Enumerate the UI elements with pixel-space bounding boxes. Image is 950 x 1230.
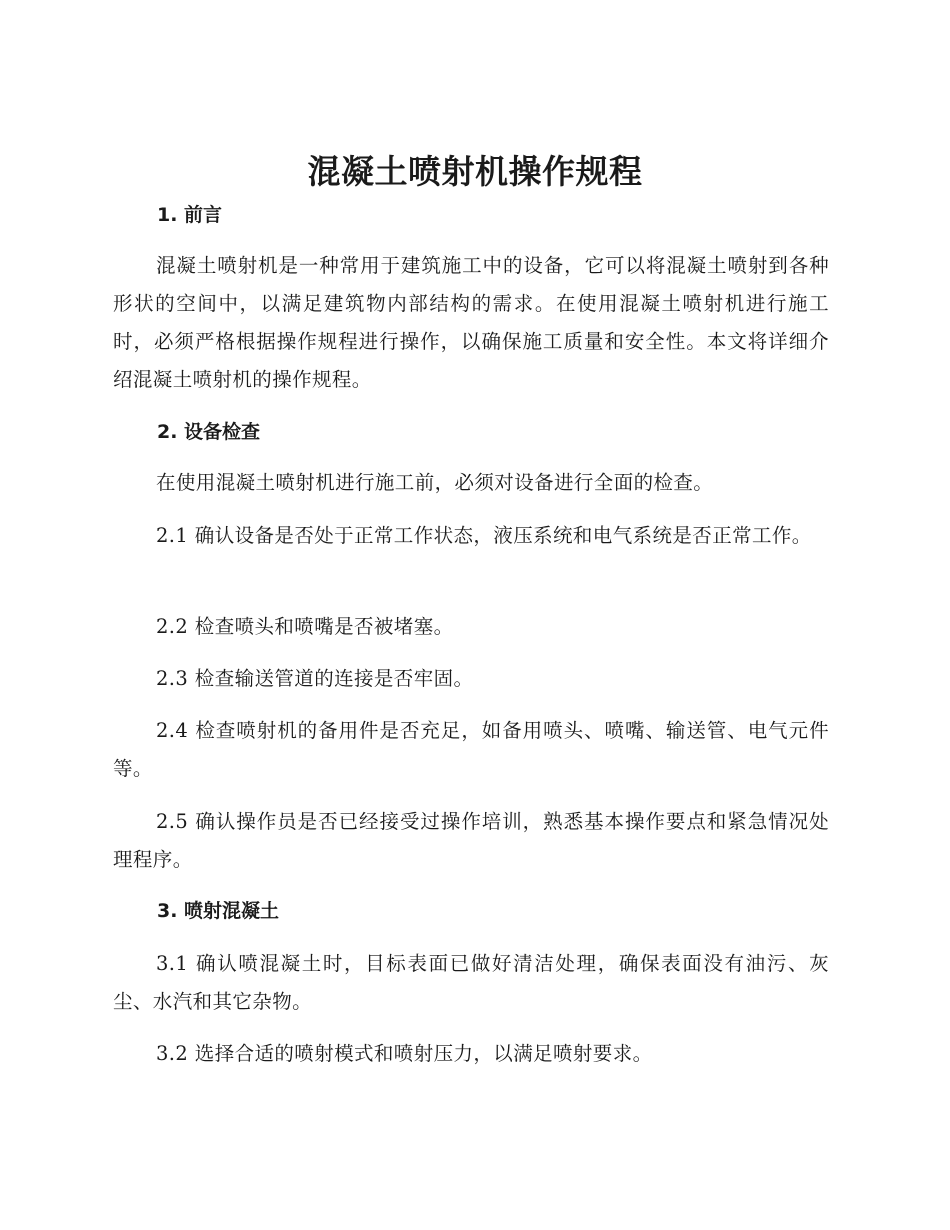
paragraph-2-1: 2.1 确认设备是否处于正常工作状态，液压系统和电气系统是否正常工作。 bbox=[156, 524, 812, 547]
paragraph-check-intro: 在使用混凝土喷射机进行施工前，必须对设备进行全面的检查。 bbox=[156, 471, 714, 494]
paragraph-2-3: 2.3 检查输送管道的连接是否牢固。 bbox=[156, 667, 474, 690]
section-heading-1: 1. 前言 bbox=[157, 204, 223, 226]
section-heading-2: 2. 设备检查 bbox=[157, 421, 261, 443]
paragraph-3-2: 3.2 选择合适的喷射模式和喷射压力，以满足喷射要求。 bbox=[156, 1042, 653, 1065]
section-heading-3: 3. 喷射混凝土 bbox=[157, 900, 280, 922]
paragraph-2-4: 2.4 检查喷射机的备用件是否充足，如备用喷头、喷嘴、输送管、电气元件等。 bbox=[113, 719, 829, 780]
paragraph-2-5: 2.5 确认操作员是否已经接受过操作培训，熟悉基本操作要点和紧急情况处理程序。 bbox=[113, 810, 829, 871]
paragraph-3-1: 3.1 确认喷混凝土时，目标表面已做好清洁处理，确保表面没有油污、灰尘、水汽和其它杂物。 bbox=[113, 952, 829, 1013]
paragraph-intro: 混凝土喷射机是一种常用于建筑施工中的设备，它可以将混凝土喷射到各种形状的空间中，以满足建筑物内部结构的需求。在使用混凝土喷射机进行施工时，必须严格根据操作规程进行操作，以确保施工质量和安全性。本文将详细介绍混凝土喷射机的操作规程。 bbox=[113, 254, 829, 391]
document-title: 混凝土喷射机操作规程 bbox=[307, 152, 643, 191]
paragraph-2-2: 2.2 检查喷头和喷嘴是否被堵塞。 bbox=[156, 615, 454, 638]
